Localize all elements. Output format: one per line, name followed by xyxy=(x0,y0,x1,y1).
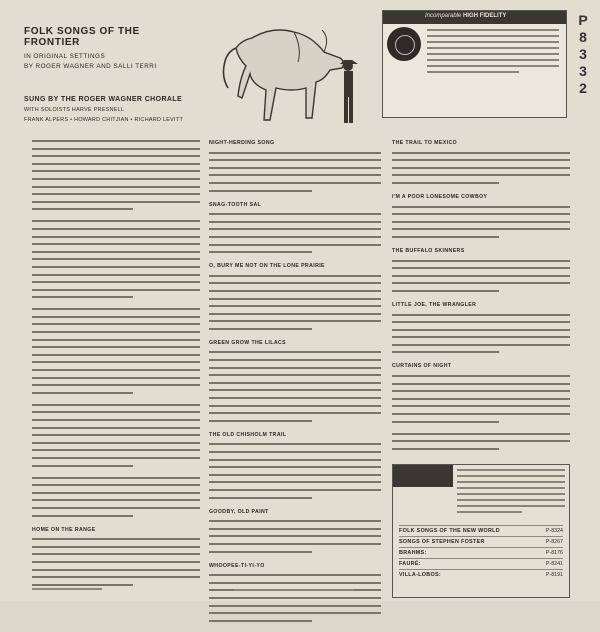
song-heading: SNAG-TOOTH SAL xyxy=(209,201,262,208)
records-list xyxy=(399,525,563,580)
song-heading: I'M A POOR LONESOME COWBOY xyxy=(392,193,488,200)
record-row: SONGS OF STEPHEN FOSTER P-8267 xyxy=(399,536,563,547)
album-authors: BY ROGER WAGNER AND SALLI TERRI xyxy=(24,63,157,70)
record-row: BRAHMS: P-8176 xyxy=(399,547,563,558)
liner-notes-column-3 xyxy=(392,140,570,460)
song-heading: LITTLE JOE, THE WRANGLER xyxy=(392,301,477,308)
title-block xyxy=(24,10,194,123)
liner-notes-column-1 xyxy=(32,140,200,596)
song-heading: THE TRAIL TO MEXICO xyxy=(392,140,458,146)
label-logo xyxy=(393,465,453,487)
badge-header: Incomparable HIGH FIDELITY xyxy=(383,11,566,24)
album-subtitle: IN ORIGINAL SETTINGS xyxy=(24,53,106,60)
performer-line: SUNG BY THE ROGER WAGNER CHORALE xyxy=(24,96,183,103)
song-heading: CURTAINS OF NIGHT xyxy=(392,363,452,370)
album-title: FOLK SONGS OF THE FRONTIER xyxy=(24,26,140,48)
body-text-lines xyxy=(32,140,200,517)
song-heading: HOME ON THE RANGE xyxy=(32,526,96,533)
record-row: FAURÉ: P-8241 xyxy=(399,558,563,569)
label-seal-icon xyxy=(387,27,421,61)
footer-imprint xyxy=(234,589,354,591)
compilers-note xyxy=(392,433,570,450)
badge-text-lines xyxy=(427,29,559,77)
cover-credit xyxy=(32,588,102,590)
song-heading: GOODBY, OLD PAINT xyxy=(209,508,269,515)
box-intro-text xyxy=(457,469,565,517)
discography-box xyxy=(392,464,570,598)
song-heading: THE OLD CHISHOLM TRAIL xyxy=(209,431,287,438)
record-row: FOLK SONGS OF THE NEW WORLD P-8324 xyxy=(399,525,563,536)
song-heading: O, BURY ME NOT ON THE LONE PRAIRIE xyxy=(209,263,325,270)
record-row: VILLA-LOBOS: P-8191 xyxy=(399,569,563,580)
soloists-line: WITH SOLOISTS HARVE PRESNELL xyxy=(24,107,125,113)
high-fidelity-badge xyxy=(382,10,567,118)
liner-notes-column-2 xyxy=(209,140,381,632)
song-heading: THE BUFFALO SKINNERS xyxy=(392,247,465,254)
song-heading: GREEN GROW THE LILACS xyxy=(209,339,286,346)
horse-illustration xyxy=(212,18,372,136)
song-heading: WHOOPEE-TI-YI-YO xyxy=(209,562,265,569)
song-heading: NIGHT-HERDING SONG xyxy=(209,140,275,146)
soloists-names: FRANK ALPERS • HOWARD CHITJIAN • RICHARD LEVITT xyxy=(24,117,184,123)
catalog-number: P 8 3 3 2 xyxy=(578,12,588,96)
